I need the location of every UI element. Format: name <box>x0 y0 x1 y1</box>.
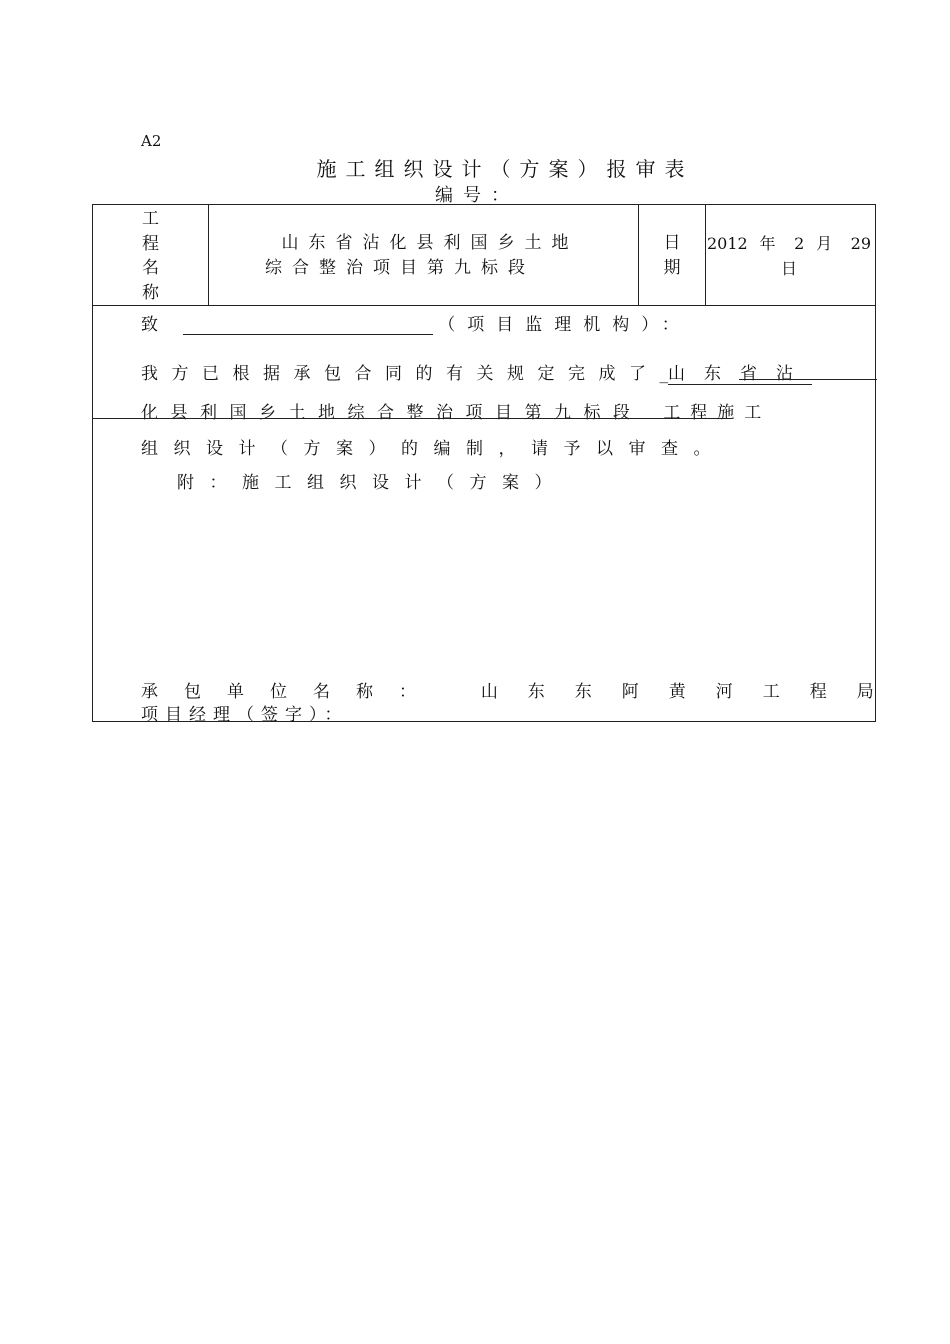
supervisor-label: （项目监理机构）： <box>438 315 691 335</box>
project-name-label: 工 程 名 称 <box>142 209 159 303</box>
contractor-line: 承包单位名称： 山东东阿黄河工程局 <box>141 682 904 702</box>
paragraph-line-1: 我方已根据承包合同的有关规定完成了_山东省沾 <box>141 364 812 384</box>
form-body <box>93 305 904 725</box>
document-number-label: 编号： <box>435 185 519 206</box>
to-label: 致 <box>141 315 158 335</box>
project-name-value: 山东省沾化县利国乡土地 综合整治项目第九标段 <box>265 233 579 278</box>
paragraph-line-2: 化县利国乡土地综合整治项目第九标段 工程施工 <box>141 403 772 423</box>
manager-signature-line: 项目经理（签字）： <box>141 705 349 725</box>
document-title: 施工组织设计（方案）报审表 <box>316 157 694 181</box>
supervisor-blank <box>183 316 433 335</box>
addressee-line <box>141 310 691 335</box>
date-value: 2012 年 2 月 29 日 <box>707 234 871 278</box>
fill-underline <box>739 379 877 380</box>
project-fill-part2: 化县利国乡土地综合整治项目第九标段 <box>141 403 643 423</box>
paragraph-line-3: 组织设计（方案）的编制，请予以审查。 <box>141 439 726 459</box>
date-label: 日 期 <box>663 233 681 278</box>
column-divider <box>705 205 706 305</box>
document-code: A2 <box>141 132 162 150</box>
project-fill-part1: 山东省沾 <box>668 364 812 384</box>
attachment-line: 附：施工组织设计（方案） <box>177 473 567 493</box>
fill-underline <box>93 418 731 419</box>
approval-form-table <box>92 204 904 725</box>
project-info-row <box>93 205 875 306</box>
